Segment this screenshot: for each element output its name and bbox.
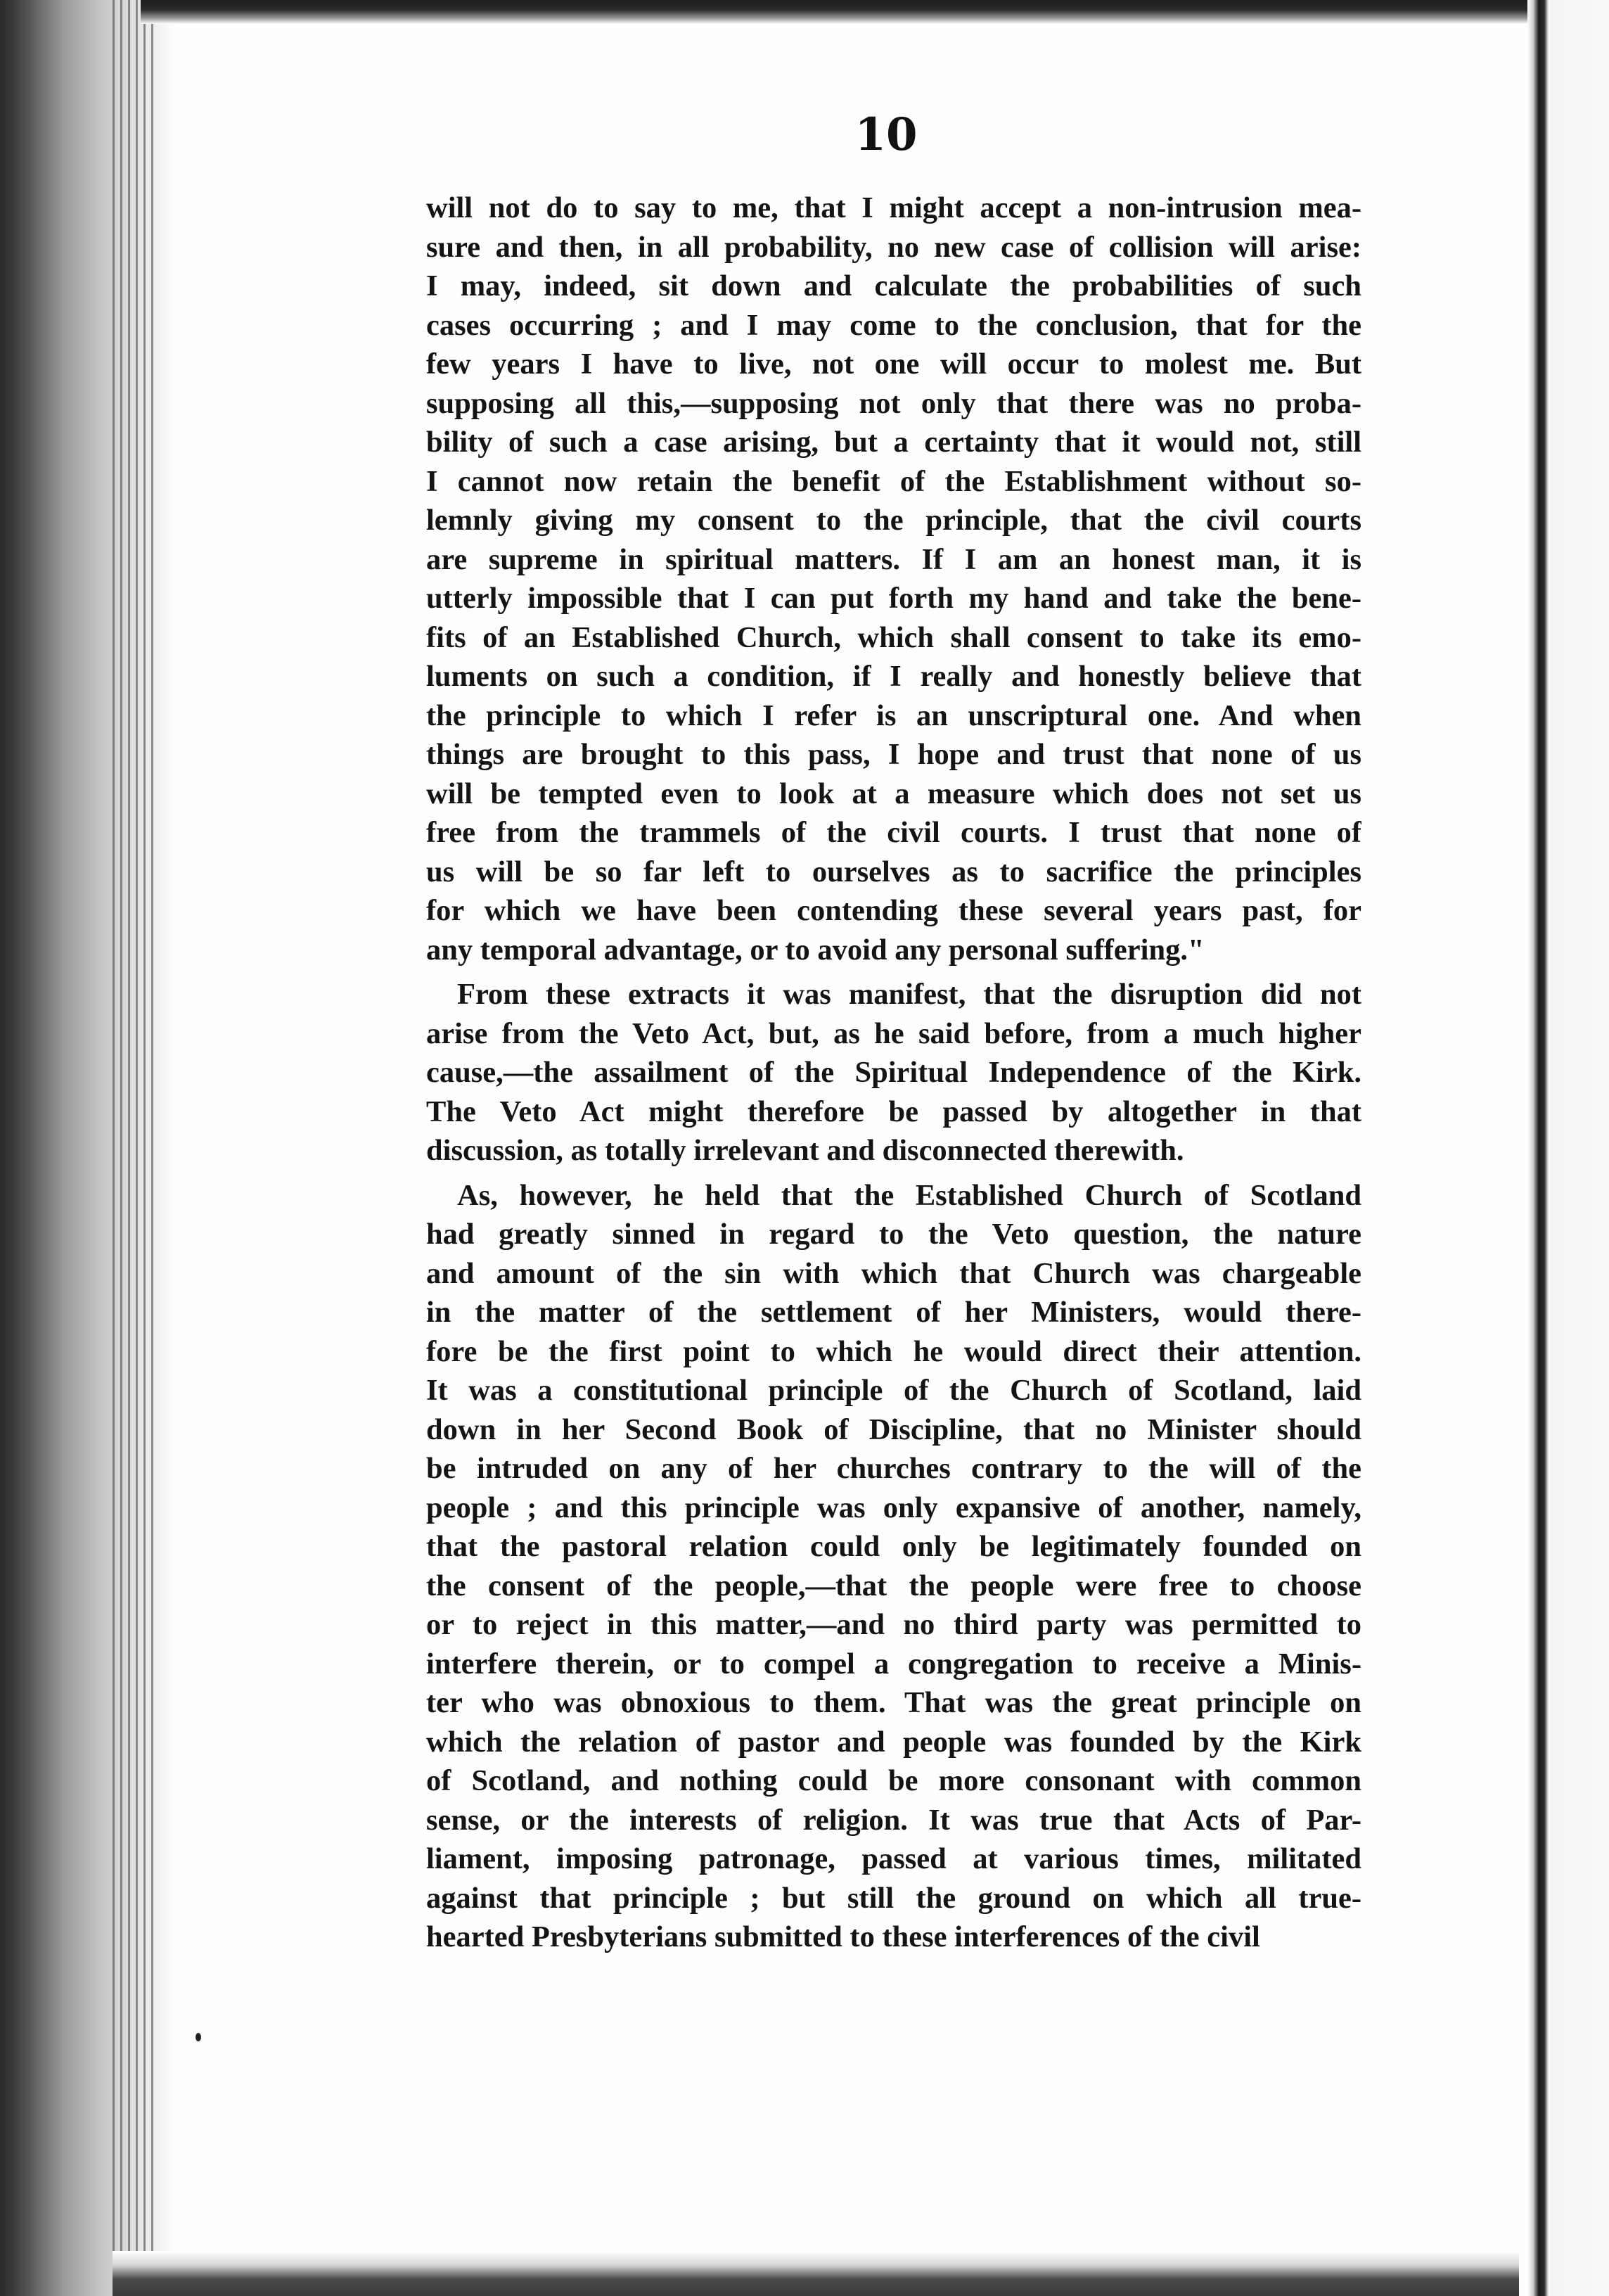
paragraph bbox=[426, 1176, 1361, 1957]
text-line: discussion, as totally irrelevant and disconnected therewith. bbox=[426, 1134, 1184, 1167]
text-line: which the relation of pastor and people was founded by the Kirk bbox=[426, 1725, 1361, 1759]
paragraph bbox=[426, 975, 1361, 1171]
text-line: for which we have been contending these several years past, for bbox=[426, 894, 1361, 927]
text-line: that the pastoral relation could only be legitimately founded on bbox=[426, 1530, 1361, 1563]
text-line: supposing all this,—supposing not only that there was no proba- bbox=[426, 386, 1361, 420]
text-line: any temporal advantage, or to avoid any personal suffering." bbox=[426, 933, 1205, 967]
text-line: fore be the first point to which he would direct their attention. bbox=[426, 1334, 1361, 1368]
text-line: sure and then, in all probability, no new case of collision will arise: bbox=[426, 230, 1361, 264]
text-line: free from the trammels of the civil courts. I trust that none of bbox=[426, 816, 1361, 849]
text-line: sense, or the interests of religion. It was true that Acts of Par- bbox=[426, 1803, 1361, 1837]
text-line: or to reject in this matter,—and no third party was permitted to bbox=[426, 1608, 1361, 1641]
paragraph bbox=[426, 189, 1361, 969]
text-line: will not do to say to me, that I might accept a non-intrusion mea- bbox=[426, 191, 1361, 224]
text-line: and amount of the sin with which that Church was chargeable bbox=[426, 1256, 1361, 1290]
text-line: against that principle ; but still the ground on which all true- bbox=[426, 1881, 1361, 1915]
text-line: The Veto Act might therefore be passed by altogether in that bbox=[426, 1095, 1361, 1128]
text-line: utterly impossible that I can put forth my hand and take the bene- bbox=[426, 582, 1361, 615]
text-line: of Scotland, and nothing could be more consonant with common bbox=[426, 1764, 1361, 1797]
text-line: From these extracts it was manifest, that the disruption did not bbox=[457, 978, 1361, 1011]
text-line: fits of an Established Church, which shall consent to take its emo- bbox=[426, 620, 1361, 654]
paragraph-gap bbox=[426, 969, 1361, 975]
text-line: liament, imposing patronage, passed at various times, militated bbox=[426, 1842, 1361, 1875]
right-page-edge bbox=[1527, 0, 1609, 2296]
text-line: hearted Presbyterians submitted to these interferences of the civil bbox=[426, 1920, 1260, 1953]
text-line: are supreme in spiritual matters. If I am an honest man, it is bbox=[426, 542, 1361, 576]
text-line: the principle to which I refer is an unscriptural one. And when bbox=[426, 699, 1361, 732]
text-line: ter who was obnoxious to them. That was the great principle on bbox=[426, 1686, 1361, 1719]
text-line: I cannot now retain the benefit of the Establishment without so- bbox=[426, 464, 1361, 498]
text-line: had greatly sinned in regard to the Veto question, the nature bbox=[426, 1218, 1361, 1251]
text-line: luments on such a condition, if I really and honestly believe that bbox=[426, 660, 1361, 693]
text-line: As, however, he held that the Established Church of Scotland bbox=[457, 1178, 1361, 1212]
text-line: the consent of the people,—that the people were free to choose bbox=[426, 1569, 1361, 1602]
paragraph-gap bbox=[426, 1171, 1361, 1176]
top-page-edge bbox=[141, 0, 1527, 24]
text-line: I may, indeed, sit down and calculate the probabilities of such bbox=[426, 269, 1361, 302]
text-line: will be tempted even to look at a measure which does not set us bbox=[426, 777, 1361, 810]
binding-edge-lines bbox=[113, 0, 155, 2296]
text-line: in the matter of the settlement of her Ministers, would there- bbox=[426, 1296, 1361, 1329]
text-line: few years I have to live, not one will occur to molest me. But bbox=[426, 347, 1361, 381]
text-line: us will be so far left to ourselves as to sacrifice the principles bbox=[426, 855, 1361, 888]
text-line: cases occurring ; and I may come to the conclusion, that for the bbox=[426, 308, 1361, 342]
text-line: bility of such a case arising, but a certainty that it would not, still bbox=[426, 426, 1361, 459]
text-line: be intruded on any of her churches contrary to the will of the bbox=[426, 1452, 1361, 1485]
text-line: lemnly giving my consent to the principle, that the civil courts bbox=[426, 504, 1361, 537]
text-line: It was a constitutional principle of the Church of Scotland, laid bbox=[426, 1374, 1361, 1407]
text-line: cause,—the assailment of the Spiritual Independence of the Kirk. bbox=[426, 1056, 1361, 1089]
bottom-page-edge bbox=[113, 2251, 1519, 2296]
text-line: people ; and this principle was only expansive of another, namely, bbox=[426, 1491, 1361, 1524]
text-line: interfere therein, or to compel a congregation to receive a Minis- bbox=[426, 1647, 1361, 1680]
body-text bbox=[426, 189, 1361, 1957]
page-number: 10 bbox=[854, 108, 918, 161]
text-line: down in her Second Book of Discipline, that no Minister should bbox=[426, 1412, 1361, 1446]
text-line: things are brought to this pass, I hope and trust that none of us bbox=[426, 738, 1361, 771]
ink-speck bbox=[195, 2033, 201, 2041]
text-line: arise from the Veto Act, but, as he said before, from a much higher bbox=[426, 1016, 1361, 1050]
